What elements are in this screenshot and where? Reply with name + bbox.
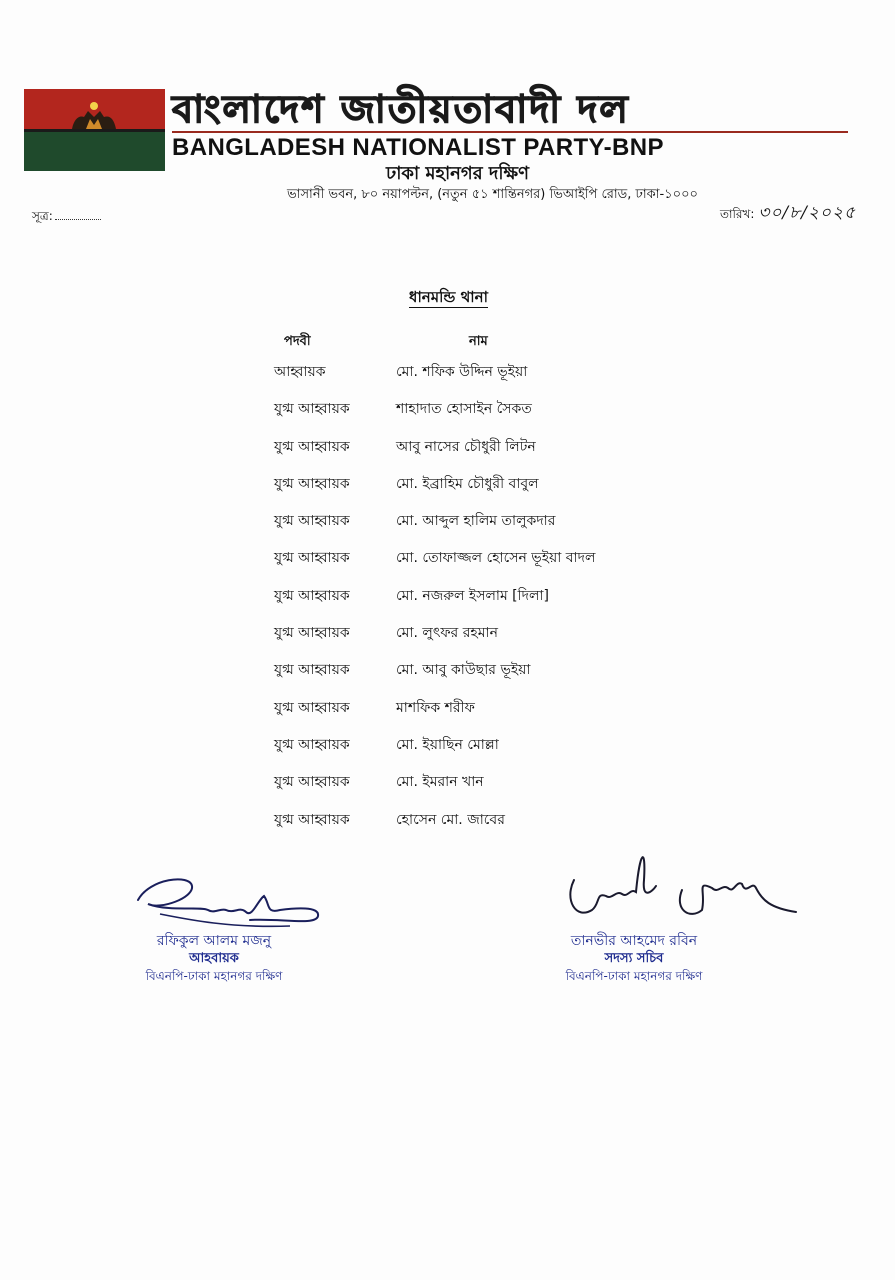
list-item	[0, 660, 895, 697]
office-address: ভাসানী ভবন, ৮০ নয়াপল্টন, (নতুন ৫১ শান্তিনগর) ভিআইপি রোড, ঢাকা-১০০০	[287, 187, 698, 202]
list-item	[0, 437, 895, 474]
position-cell: আহ্বায়ক	[274, 364, 326, 380]
list-item	[0, 548, 895, 585]
position-cell: যুগ্ম আহ্বায়ক	[274, 401, 350, 418]
document-heading	[0, 286, 895, 308]
signatory-name: রফিকুল আলম মজনু	[156, 933, 272, 949]
position-cell: যুগ্ম আহ্বায়ক	[274, 662, 350, 679]
signatory-role: সদস্য সচিব	[604, 951, 664, 966]
signatory-organization: বিএনপি-ঢাকা মহানগর দক্ষিণ	[565, 969, 703, 983]
signatory-role: আহবায়ক	[189, 951, 239, 966]
bnp-flag-logo	[24, 89, 165, 171]
position-cell: যুগ্ম আহ্বায়ক	[274, 475, 350, 492]
signatory-organization: বিএনপি-ঢাকা মহানগর দক্ষিণ	[145, 969, 283, 983]
list-item	[0, 474, 895, 511]
signatory-name: তানভীর আহমেদ রবিন	[570, 933, 698, 949]
name-cell: মো. শফিক উদ্দিন ভূইয়া	[396, 364, 528, 380]
reference-label: সূত্র:	[32, 209, 53, 223]
signatory-right	[553, 932, 715, 985]
list-item	[0, 623, 895, 660]
list-item	[0, 362, 895, 399]
position-cell: যুগ্ম আহ্বায়ক	[274, 550, 350, 567]
name-cell: মো. লুৎফর রহমান	[396, 625, 498, 642]
position-cell: যুগ্ম আহ্বায়ক	[274, 699, 350, 716]
name-cell: হোসেন মো. জাবের	[396, 811, 505, 828]
column-header-name: নাম	[469, 334, 488, 349]
heading-text: ধানমন্ডি থানা	[409, 288, 488, 306]
list-item	[0, 735, 895, 772]
date-value: ৩০/৮/২০২৫	[758, 203, 857, 223]
position-cell: যুগ্ম আহ্বায়ক	[274, 625, 350, 642]
party-name-english: BANGLADESH NATIONALIST PARTY-BNP	[172, 134, 664, 161]
list-item	[0, 586, 895, 623]
signature-right	[556, 840, 816, 930]
reference-blank	[55, 219, 101, 220]
name-cell: মাশফিক শরীফ	[396, 699, 475, 716]
name-cell: মো. ইমরান খান	[396, 774, 484, 791]
list-item	[0, 511, 895, 548]
date-field	[720, 200, 856, 227]
committee-list	[0, 362, 895, 847]
party-name-bengali: বাংলাদেশ জাতীয়তাবাদী দল	[172, 87, 630, 131]
signatory-left	[128, 932, 300, 985]
position-cell: যুগ্ম আহ্বায়ক	[274, 774, 350, 791]
list-item	[0, 772, 895, 809]
position-cell: যুগ্ম আহ্বায়ক	[274, 736, 350, 753]
position-cell: যুগ্ম আহ্বায়ক	[274, 811, 350, 828]
reference-field	[32, 208, 101, 224]
position-cell: যুগ্ম আহ্বায়ক	[274, 438, 350, 455]
letterhead-rule	[172, 131, 848, 133]
name-cell: শাহাদাত হোসাইন সৈকত	[396, 401, 532, 418]
position-cell: যুগ্ম আহ্বায়ক	[274, 513, 350, 530]
name-cell: মো. তোফাজ্জল হোসেন ভূইয়া বাদল	[396, 550, 596, 567]
position-cell: যুগ্ম আহ্বায়ক	[274, 587, 350, 604]
name-cell: মো. ইয়াছিন মোল্লা	[396, 736, 499, 753]
column-header-position: পদবী	[284, 334, 311, 349]
unit-name: ঢাকা মহানগর দক্ষিণ	[386, 163, 529, 184]
list-item	[0, 399, 895, 436]
date-label: তারিখ:	[720, 207, 755, 221]
list-item	[0, 698, 895, 735]
signature-left	[130, 870, 330, 940]
name-cell: মো. ইব্রাহিম চৌধুরী বাবুল	[396, 475, 539, 492]
name-cell: আবু নাসের চৌধুরী লিটন	[396, 438, 536, 455]
name-cell: মো. আব্দুল হালিম তালুকদার	[396, 513, 556, 530]
name-cell: মো. নজরুল ইসলাম [দিলা]	[396, 587, 549, 604]
name-cell: মো. আবু কাউছার ভূইয়া	[396, 662, 531, 679]
